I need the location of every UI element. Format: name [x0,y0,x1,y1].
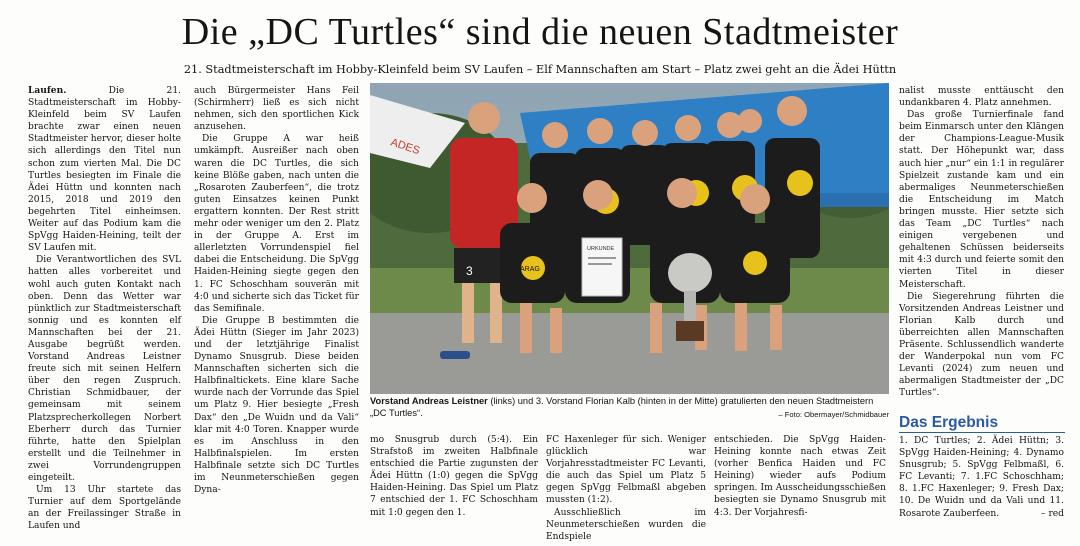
jersey-number: 3 [466,264,473,278]
paragraph-2: Das große Turnierfinale fand beim Einmarsch unter den Klängen der Champions-League-Musik statt. Der Höhepunkt war, dass auch hier „nur“ ein 1:1 in regulärer Spielzeit zustande kam und ein abermaliges Neunmeterschießen die Entscheidung im Match bringen musste. Hier setzte sich das Team „DC Turtles“ nach einigen vergebenen und gehaltenen Schüssen beiderseits mit 4:3 durch und feierte somit den vierten Titel in dieser Meisterschaft. [899,110,1064,290]
results-divider [899,432,1065,433]
caption-bold: Vorstand Andreas Leistner [370,396,488,406]
shirt-sponsor: ARAG [520,266,540,273]
paragraph-2: Die Verantwortlichen des SVL hatten alles vorbereitet und wohl auch guten Kontakt nach oben. Denn das Wetter war pünktlich zur Stadtmeisterschaft sonnig und es konnten elf Mannschaften bei der 21. Ausgabe begrüßt werden. Vorstand Andreas Leistner freute sich mit seinen Helfern über den regen Zuspruch. Christian Schmidbauer, der gemeinsam mit seinem Platzsprecherkollegen Norbert Eberherr durch das Turnier führte, hatte den Spielplan erstellt und die Teilnehmer in zwei Vorrundengruppen eingeteilt. [28,255,181,483]
photo-caption [370,396,889,420]
paragraph-1: FC Haxenleger für sich. Weniger glücklich war Vorjahresstadtmeister FC Levanti, die auch das Spiel um Platz 5 gegen SpVgg Felbmaßl abgeben mussten (1:2). [546,435,706,506]
paragraph-3: Die Gruppe B bestimmten die Ädei Hüttn (Sieger im Jahr 2023) und der letztjährige Finalist Dynamo Snusgrub. Diese beiden Mannschaften sicherten sich die Halbfinaltickets. Eine klare Sache wurde nach der Vorrunde das Spiel um Platz 9. Hier besiegte „Fresh Dax“ den „De Wuidn und da Vali“ klar mit 4:0 Toren. Knapper wurde es im Anschluss in den Halbfinalspielen. Im ersten Halbfinale setzte sich DC Turtles im Neunmeterschießen gegen Dyna- [194,315,359,496]
paragraph-2: Ausschließlich im Neunmeterschießen wurden die Endspiele [546,507,706,542]
dateline: Laufen. [28,85,67,96]
results-heading: Das Ergebnis [899,414,999,431]
paragraph-1: mo Snusgrub durch (5:4). Ein Strafstoß im zweiten Halbfinale entschied die Partie zugunsten der Ädei Hüttn (1:0) gegen die SpVgg Haiden-Heining. Das Spiel um Platz 7 entschied der 1. FC Schoschham mit 1:0 gegen den 1. [370,435,538,518]
text-column-4 [546,434,706,543]
subheadline: 21. Stadtmeisterschaft im Hobby-Kleinfeld beim SV Laufen – Elf Mannschaften am Start – Platz zwei geht an die Ädei Hüttn [183,63,897,76]
team-photo [370,83,889,394]
caption-text: (links) und 3. Vorstand Florian Kalb (hinten in der Mitte) gratulierten den neuen Stadtmeistern „DC Turtles“. [370,396,874,418]
paragraph-1: nalist musste enttäuscht den undankbaren 4. Platz annehmen. [899,86,1064,109]
paragraph-1: Laufen. Die 21. Stadtmeisterschaft im Hobby-Kleinfeld beim SV Laufen brachte zwar einen neuen Stadtmeister hervor, dieser holte sich allerdings den Titel nun schon zum vierten Mal. Die DC Turtles besiegten im Finale die Ädei Hüttn und konnten nach 2015, 2018 und 2019 den begehrten Titel einheimsen. Weiter auf das Podium kam die SpVgg Haiden-Heining, teilt der SV Laufen mit. [28,85,181,254]
text-column-6 [899,85,1064,399]
paragraph-1: auch Bürgermeister Hans Feil (Schirmherr) ließ es sich nicht nehmen, sich den sportlichen Kick anzusehen. [194,86,359,133]
results-text: 1. DC Turtles; 2. Ädei Hüttn; 3. SpVgg Haiden-Heining; 4. Dynamo Snusgrub; 5. SpVgg Felbmaßl, 6. FC Levanti; 7. 1.FC Schoschham; 8. 1.FC Haxenleger; 9. Fresh Dax; 10. De Wuidn und da Vali und 11. Rosarote Zauberfeen. – red [899,436,1064,519]
paragraph-3: Die Siegerehrung führten die Vorsitzenden Andreas Leistner und Florian Kalb durch und überreichten allen Mannschaften Präsente. Schlussendlich wanderte der Wanderpokal nun vom FC Levanti (2024) zum neuen und abermaligen Stadtmeister der „DC Turtles“. [899,291,1064,399]
photo-credit: – Foto: Obermayer/Schmidbauer [778,409,889,419]
paragraph-1: entschieden. Die SpVgg Haiden-Heining konnte nach etwas Zeit (vorher Benfica Haiden und FC Heining) wieder aufs Podium springen. Im Ausscheidungsschießen besiegten sie Dynamo Snusgrub mit 4:3. Der Vorjahresfi- [714,435,886,518]
paragraph-2: Die Gruppe A war heiß umkämpft. Ausreißer nach oben waren die DC Turtles, die sich keine Blöße gaben, nach unten die „Rosaroten Zauberfeen“, die trotz guten Einsatzes keinen Punkt ergattern konnten. Der Rest stritt mehr oder weniger um den 2. Platz in der Gruppe A. Erst im allerletzten Vorrundenspiel fiel dabei die Entscheidung. Die SpVgg Haiden-Heining siegte gegen den 1. FC Schoschham souverän mit 4:0 und sicherte sich das Ticket für das Semifinale. [194,134,359,314]
text-column-2 [194,85,359,496]
paragraph-3: Um 13 Uhr startete das Turnier auf dem Sportgelände an der Freilassinger Straße in Laufen und [28,485,181,532]
results-box [899,435,1064,520]
text-column-3 [370,434,538,519]
certificate-title: URKUNDE [587,246,615,252]
team-photo-illustration [370,83,889,394]
banner-text: ADES [389,136,422,158]
author-signoff: – red [1041,508,1064,519]
text-column-1 [28,85,181,532]
text-column-5 [714,434,886,519]
headline: Die „DC Turtles“ sind die neuen Stadtmeister [181,11,899,53]
